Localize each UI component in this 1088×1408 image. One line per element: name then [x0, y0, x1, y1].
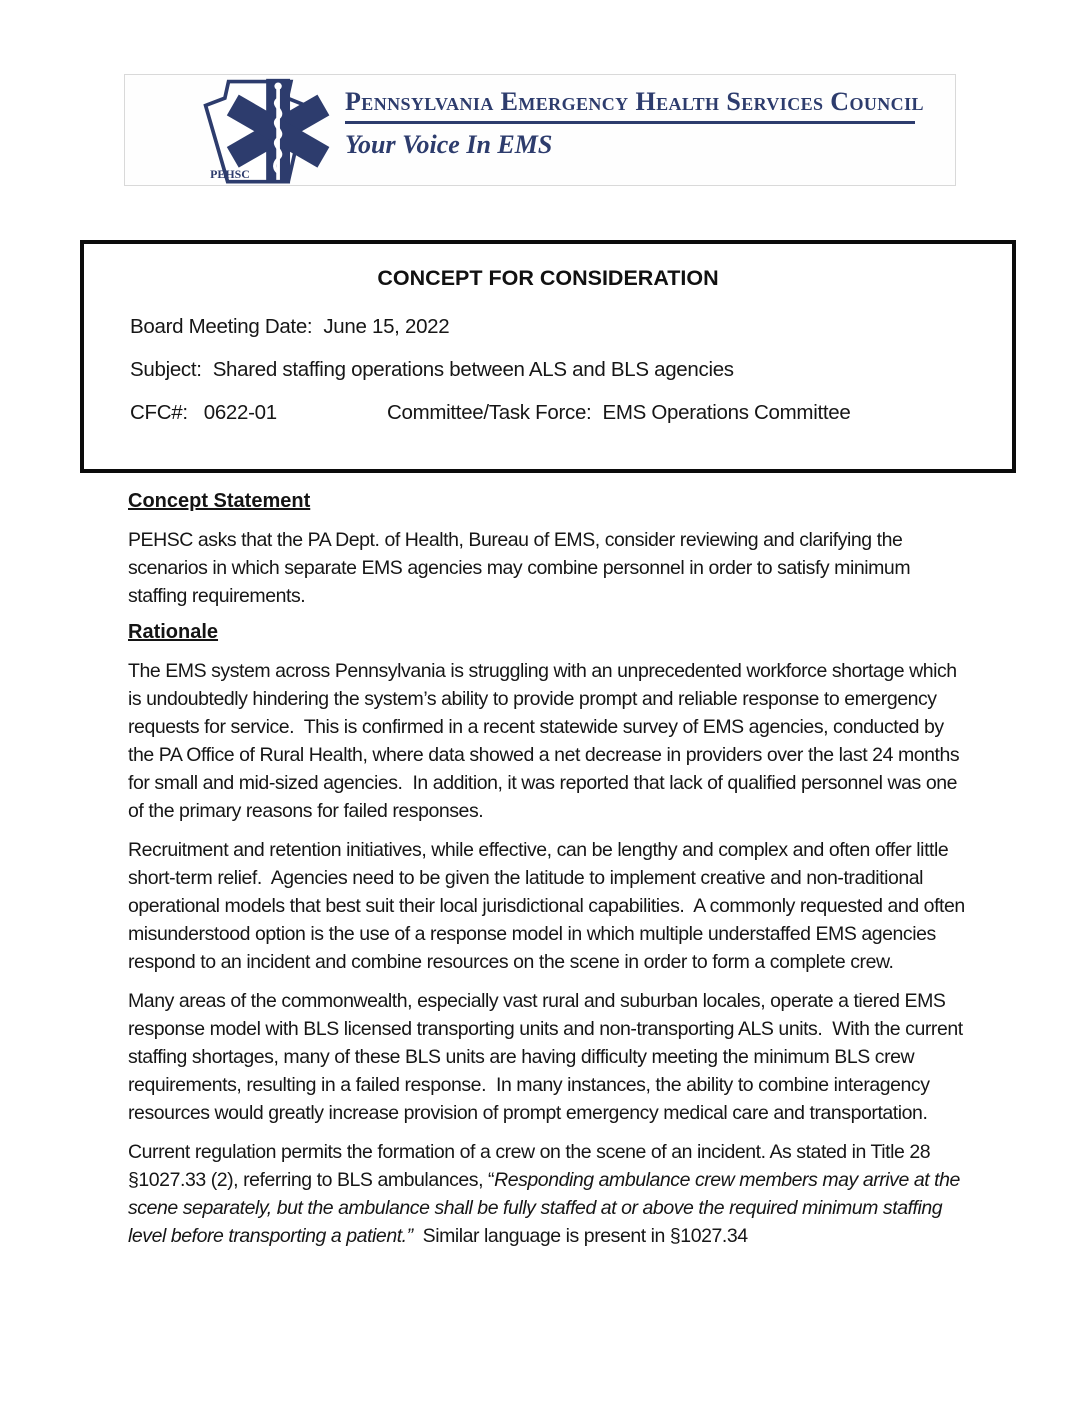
- org-tagline: Your Voice In EMS: [345, 130, 553, 159]
- section-heading-concept-statement: Concept Statement: [128, 490, 311, 512]
- subject-row: [130, 358, 966, 382]
- regulation-lead-text: Current regulation permits the formation of a crew on the scene of an incident. As stated in Title 28 §1027.33 (2), referring to BLS ambulances, “: [128, 1141, 936, 1191]
- committee-cell: [387, 401, 850, 425]
- pehsc-logo: [193, 77, 343, 189]
- cfc-label: CFC#:: [130, 401, 188, 424]
- concept-box: [80, 240, 1016, 473]
- letterhead-text: [345, 87, 945, 160]
- board-meeting-date-value: June 15, 2022: [323, 315, 450, 338]
- document-body: [128, 490, 971, 1261]
- regulation-tail-text: Similar language is present in §1027.34: [412, 1225, 748, 1247]
- paragraph-rationale-4: [128, 1138, 971, 1250]
- cfc-committee-row: [130, 401, 966, 425]
- subject-label: Subject:: [130, 358, 202, 381]
- regulation-quote-text: Responding ambulance crew members may arrive at the scene separately, but the ambulance shall be fully staffed at or above the required minimum staffing level before transporting a patient.”: [128, 1169, 965, 1247]
- subject-value: Shared staffing operations between ALS and BLS agencies: [212, 358, 734, 381]
- header-divider: [345, 121, 915, 124]
- concept-box-title: CONCEPT FOR CONSIDERATION: [377, 266, 719, 290]
- logo-acronym: PEHSC: [210, 166, 250, 181]
- paragraph-rationale-3: Many areas of the commonwealth, especially vast rural and suburban locales, operate a tiered EMS response model with BLS licensed transporting units and non-transporting ALS units. With the current staffing shortages, many of these BLS units are having difficulty meeting the minimum BLS crew requirements, resulting in a failed response. In many instances, the ability to combine interagency resources would greatly increase provision of prompt emergency medical care and transportation.: [128, 990, 968, 1124]
- paragraph-rationale-1: The EMS system across Pennsylvania is struggling with an unprecedented workforce shortage which is undoubtedly hindering the system’s ability to provide prompt and reliable response to emergency requests for service. This is confirmed in a recent statewide survey of EMS agencies, conducted by the PA Office of Rural Health, where data showed a net decrease in providers over the last 24 months for small and mid-sized agencies. In addition, it was reported that lack of qualified personnel was one of the primary reasons for failed responses.: [128, 660, 965, 822]
- section-heading-rationale: Rationale: [128, 621, 219, 643]
- letterhead: [124, 74, 956, 186]
- cfc-cell: [130, 401, 387, 425]
- org-name: Pennsylvania Emergency Health Services Council: [345, 87, 924, 116]
- board-meeting-date-row: [130, 315, 966, 339]
- committee-value: EMS Operations Committee: [602, 401, 851, 424]
- cfc-value: 0622-01: [203, 401, 277, 424]
- paragraph-rationale-2: Recruitment and retention initiatives, while effective, can be lengthy and complex and often offer little short-term relief. Agencies need to be given the latitude to implement creative and non-traditional operational models that best suit their local jurisdictional capabilities. A commonly requested and often misunderstood option is the use of a response model in which multiple understaffed EMS agencies respond to an incident and combine resources on the scene in order to form a complete crew.: [128, 839, 970, 973]
- paragraph-concept-statement: PEHSC asks that the PA Dept. of Health, Bureau of EMS, consider reviewing and clarifying the scenarios in which separate EMS agencies may combine personnel in order to satisfy minimum staffing requirements.: [128, 529, 916, 607]
- committee-label: Committee/Task Force:: [387, 401, 592, 424]
- board-meeting-date-label: Board Meeting Date:: [130, 315, 313, 338]
